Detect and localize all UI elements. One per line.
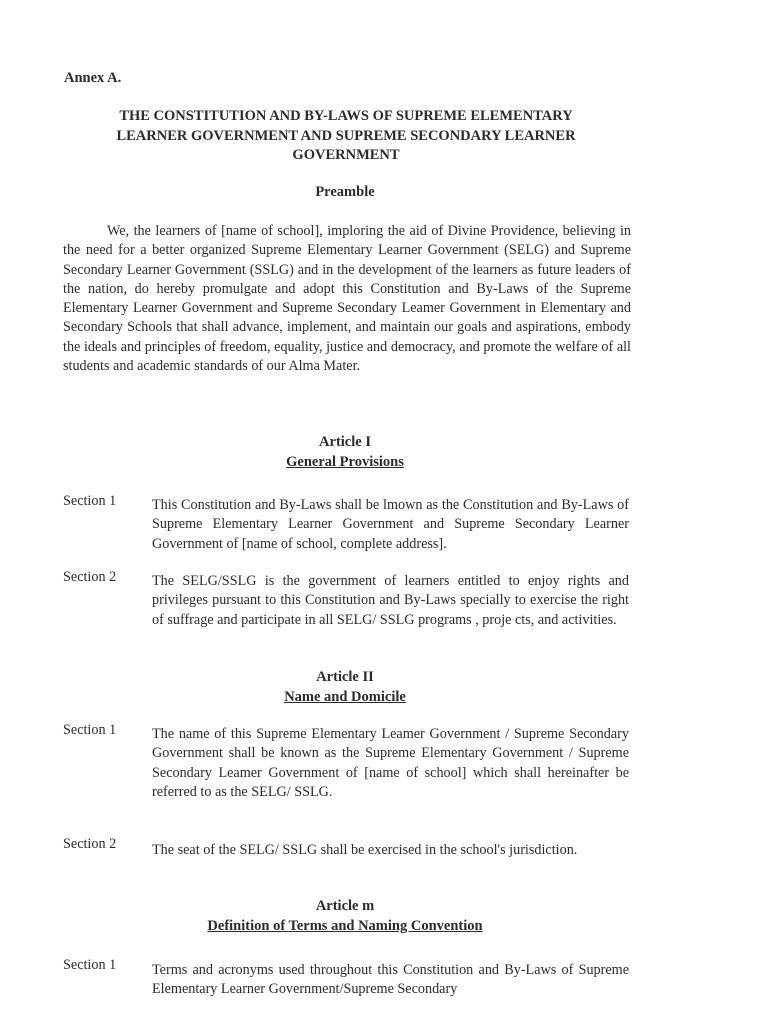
section-text: Terms and acronyms used throughout this Constitution and By-Laws of Supreme Elementary Learner Government/Supreme Secondary bbox=[152, 962, 629, 998]
section-text: The name of this Supreme Elementary Leamer Government / Supreme Secondary Government shall be known as the Supreme Elementary Government / Supreme Secondary Leamer Government of [name of school] which shall hereinafter be referred to as the SELG/ SSLG. bbox=[152, 726, 629, 800]
article-3-heading bbox=[0, 897, 690, 936]
section-label: Section 2 bbox=[63, 569, 117, 585]
section-label: Section 1 bbox=[63, 722, 117, 738]
preamble-heading: Preamble bbox=[315, 184, 375, 200]
section-label: Section 1 bbox=[63, 493, 117, 509]
article-number: Article II bbox=[316, 669, 374, 685]
annex-label: Annex A. bbox=[64, 70, 122, 86]
section-text: This Constitution and By-Laws shall be lmown as the Constitution and By-Laws of Supreme Elementary Learner Government and Supreme Secondary Learner Government of [name of school, complete address]. bbox=[152, 497, 629, 552]
section-text: The seat of the SELG/ SSLG shall be exercised in the school's jurisdiction. bbox=[152, 842, 578, 858]
section-label: Section 1 bbox=[63, 957, 117, 973]
article-title: Name and Domicile bbox=[284, 688, 406, 705]
article-number: Article m bbox=[315, 898, 375, 914]
preamble-text: We, the learners of [name of school], imploring the aid of Divine Providence, believing in the need for a better organized Supreme Elementary Learner Government (SELG) and Supreme Secondary Learner Government (SSLG) and in the development of the learners as future leaders of the nation, do hereby promulgate and adopt this Constitution and By-Laws of the Supreme Elementary Learner Government and Supreme Secondary Leamer Government in Elementary and Secondary Schools that shall advance, implement, and maintain our goals and aspirations, embody the ideals and principles of freedom, equality, justice and democracy, and promote the welfare of all students and academic standards of our Alma Mater. bbox=[63, 223, 631, 375]
document-title: THE CONSTITUTION AND BY-LAWS OF SUPREME ELEMENTARY LEARNER GOVERNMENT AND SUPREME SECONDARY LEARNER GOVERNMENT bbox=[116, 108, 576, 163]
article-2-heading bbox=[0, 668, 690, 707]
section-label: Section 2 bbox=[63, 836, 117, 852]
article-title: General Provisions bbox=[286, 453, 404, 470]
article-1-heading bbox=[0, 433, 690, 472]
article-title: Definition of Terms and Naming Convention bbox=[207, 917, 483, 934]
section-text: The SELG/SSLG is the government of learners entitled to enjoy rights and privileges pursuant to this Constitution and By-Laws specially to exercise the right of suffrage and participate in all SELG/ SSLG programs , proje cts, and activities. bbox=[152, 573, 629, 628]
article-number: Article I bbox=[319, 434, 371, 450]
